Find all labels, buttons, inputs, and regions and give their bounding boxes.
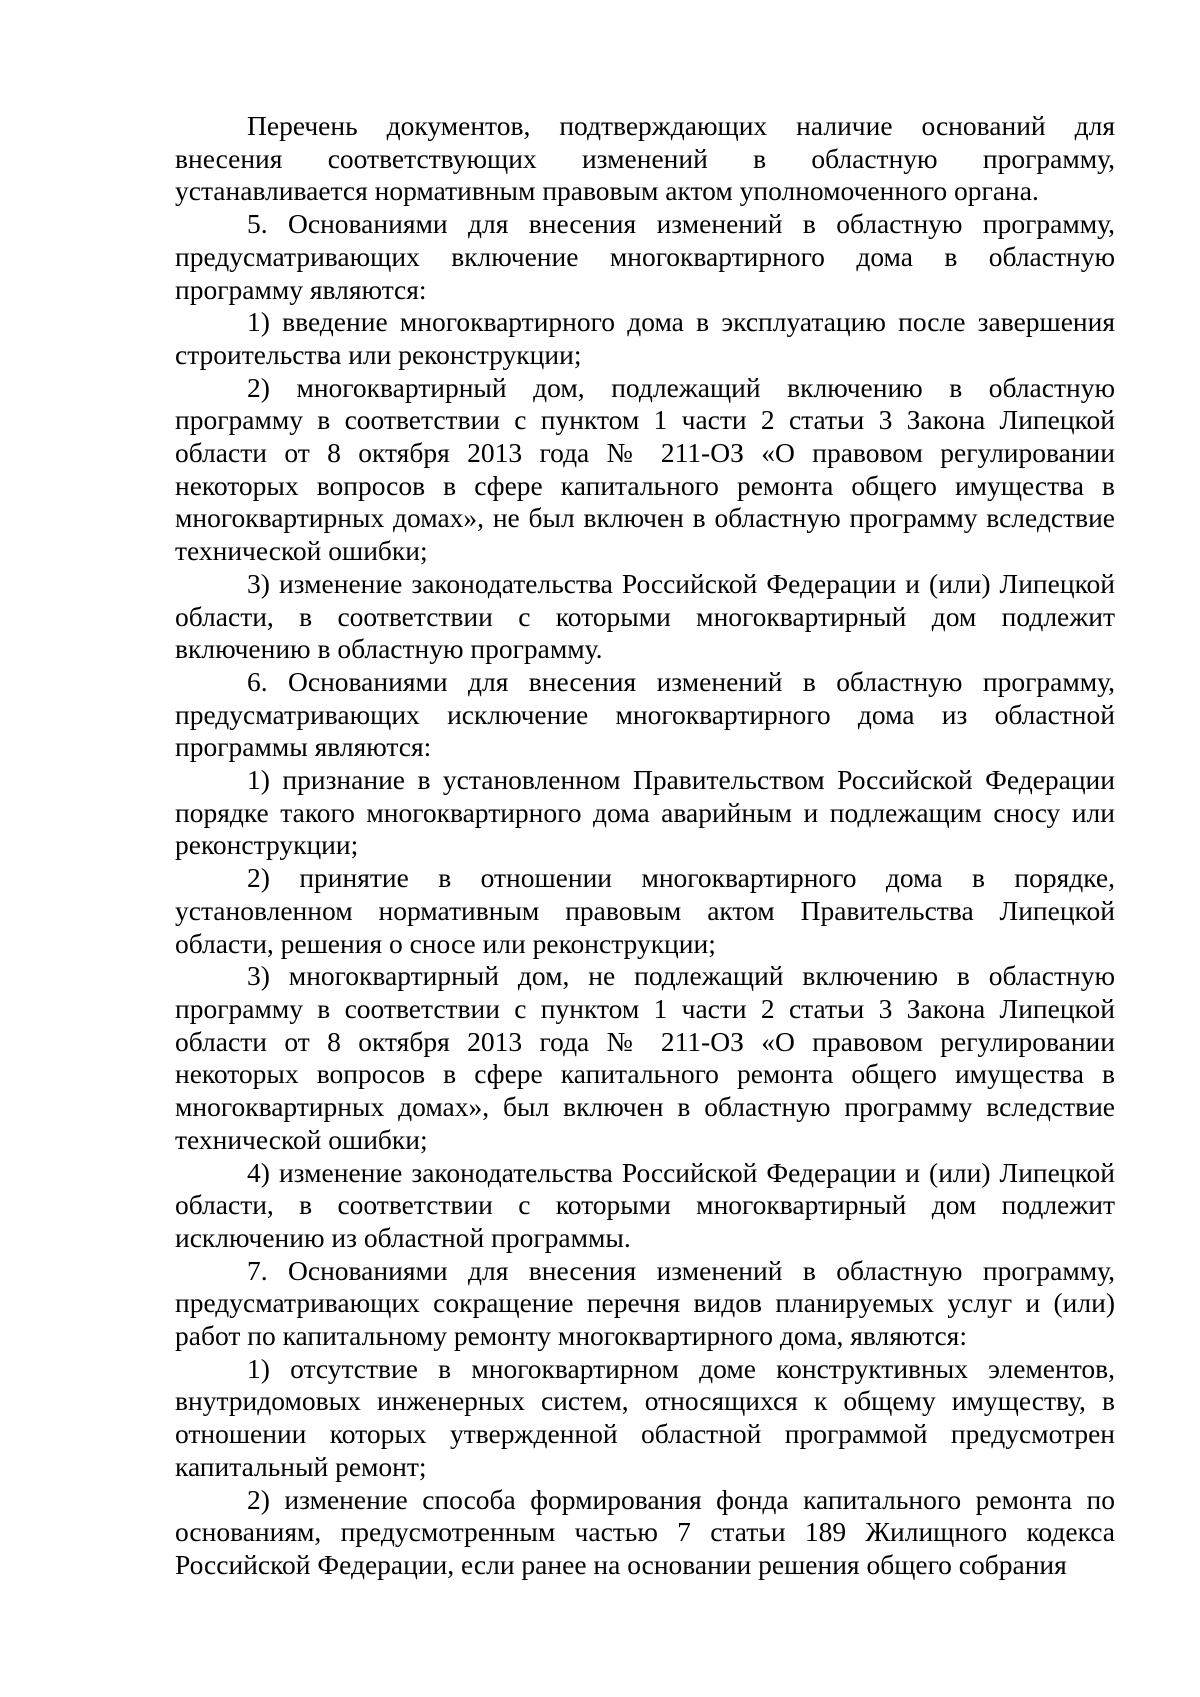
paragraph-clause-7: 7. Основаниями для внесения изменений в областную программу, предусматривающих сокращение перечня видов планируемых услуг и (или) работ по капитальному ремонту многоквартирного дома, являются: (175, 1254, 1115, 1352)
paragraph-clause-5-item-3: 3) изменение законодательства Российской Федерации и (или) Липецкой области, в соответствии с которыми многоквартирный дом подлежит включению в областную программу. (175, 567, 1115, 665)
paragraph-clause-6: 6. Основаниями для внесения изменений в областную программу, предусматривающих исключение многоквартирного дома из областной программы являются: (175, 665, 1115, 763)
paragraph-clause-6-item-1: 1) признание в установленном Правительством Российской Федерации порядке такого многоквартирного дома аварийным и подлежащим сносу или реконструкции; (175, 764, 1115, 861)
paragraph-clause-6-item-2: 2) принятие в отношении многоквартирного дома в порядке, установленном нормативным правовым актом Правительства Липецкой области, решения о сносе или реконструкции; (175, 862, 1115, 959)
document-page (175, 110, 1115, 1582)
paragraph-clause-6-item-4: 4) изменение законодательства Российской Федерации и (или) Липецкой области, в соответствии с которыми многоквартирный дом подлежит исключению из областной программы. (175, 1156, 1115, 1253)
paragraph-clause-5-item-2: 2) многоквартирный дом, подлежащий включению в областную программу в соответствии с пунктом 1 части 2 статьи 3 Закона Липецкой области от 8 октября 2013 года № 211-ОЗ «О правовом регулировании некоторых вопросов в сфере капитального ремонта общего имущества в многоквартирных домах», не был включен в областную программу вследствие технической ошибки; (175, 371, 1115, 567)
paragraph-clause-7-item-2: 2) изменение способа формирования фонда капитального ремонта по основаниям, предусмотренным частью 7 статьи 189 Жилищного кодекса Российской Федерации, если ранее на основании решения общего собрания (175, 1483, 1115, 1580)
paragraph-clause-7-item-1: 1) отсутствие в многоквартирном доме конструктивных элементов, внутридомовых инженерных систем, относящихся к общему имуществу, в отношении которых утвержденной областной программой предусмотрен капитальный ремонт; (175, 1352, 1115, 1482)
paragraph-clause-5-item-1: 1) введение многоквартирного дома в эксплуатацию после завершения строительства или реконструкции; (175, 306, 1115, 370)
paragraph-documents-list: Перечень документов, подтверждающих наличие оснований для внесения соответствующих изменений в областную программу, устанавливается нормативным правовым актом уполномоченного органа. (175, 110, 1115, 207)
paragraph-clause-5: 5. Основаниями для внесения изменений в областную программу, предусматривающих включение многоквартирного дома в областную программу являются: (175, 208, 1115, 305)
paragraph-clause-6-item-3: 3) многоквартирный дом, не подлежащий включению в областную программу в соответствии с пунктом 1 части 2 статьи 3 Закона Липецкой области от 8 октября 2013 года № 211-ОЗ «О правовом регулировании некоторых вопросов в сфере капитального ремонта общего имущества в многоквартирных домах», был включен в областную программу вследствие технической ошибки; (175, 960, 1115, 1155)
